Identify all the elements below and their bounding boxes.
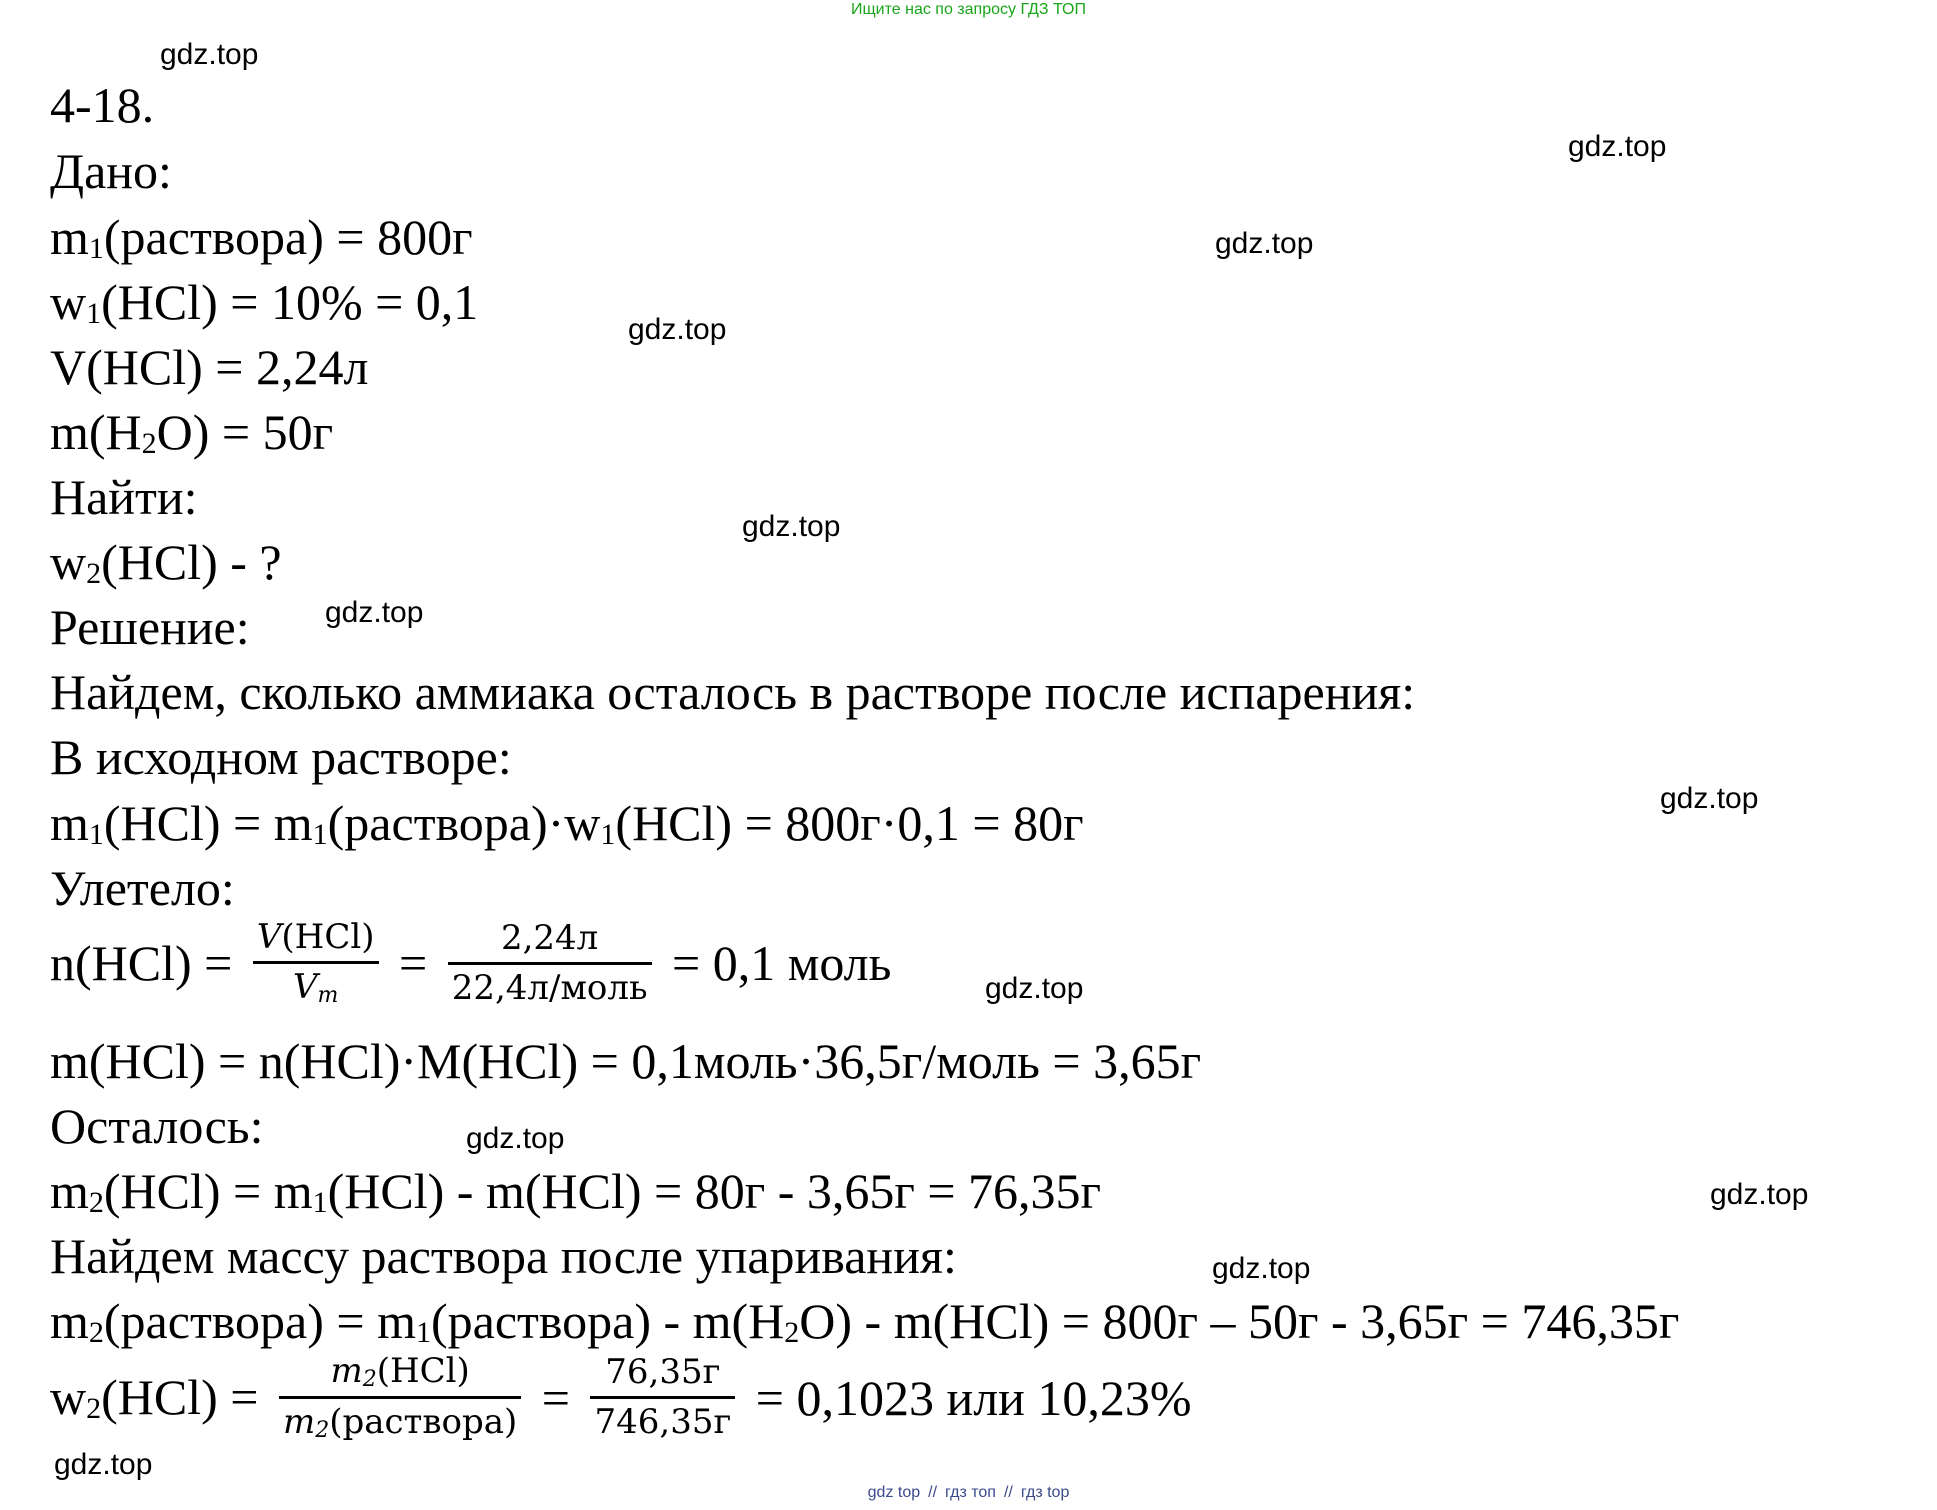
text: (раствора) = m [103, 1293, 416, 1349]
text: m [50, 1293, 89, 1349]
footer-link[interactable]: гдз top [1020, 1484, 1070, 1501]
text: w [50, 274, 87, 330]
equation-moles [50, 918, 891, 1008]
text: (HCl) = m [103, 795, 313, 851]
given-water-mass [50, 404, 334, 460]
text: (HCl) - m(HCl) = 80г - 3,65г = 76,35г [327, 1163, 1102, 1219]
text: m(H [50, 404, 142, 460]
watermark: gdz.top [325, 596, 424, 629]
watermark: gdz.top [466, 1122, 565, 1155]
text: m [282, 1402, 316, 1443]
problem-number: 4-18. [50, 77, 155, 133]
text: (HCl) [281, 917, 375, 957]
footer-separator: // [1003, 1484, 1013, 1501]
text [50, 1369, 258, 1425]
fraction [279, 1352, 521, 1444]
equation-mass-escaped: m(HCl) = n(HCl)·M(HCl) = 0,1моль·36,5г/моль = 3,65г [50, 1033, 1202, 1089]
text: (раствора) - m(H [431, 1293, 785, 1349]
step-text: Улетело: [50, 860, 235, 916]
find-label: Найти: [50, 469, 198, 525]
given-mass-solution [50, 209, 473, 265]
step-text: В исходном растворе: [50, 729, 512, 785]
text: w [50, 1368, 87, 1425]
fraction-numerator [253, 918, 379, 964]
text: = 0,1 моль [672, 935, 892, 992]
fraction-denominator: 746,35г [594, 1402, 732, 1443]
text: n(HCl) = [50, 935, 233, 992]
subscript: 1 [312, 818, 328, 851]
step-text: Найдем массу раствора после упаривания: [50, 1228, 957, 1284]
watermark: gdz.top [1215, 227, 1314, 260]
subscript: 2 [86, 1391, 102, 1425]
top-banner: Ищите нас по запросу ГДЗ ТОП [851, 1, 1086, 18]
subscript: 2 [86, 557, 102, 590]
fraction [253, 918, 379, 1008]
subscript: m [317, 983, 339, 1009]
text: (HCl) = 800г·0,1 = 80г [615, 795, 1084, 851]
text: (HCl) = [101, 1368, 259, 1425]
fraction-denominator [253, 964, 379, 1008]
text: (раствора) = 800г [103, 209, 473, 265]
subscript: 1 [88, 232, 104, 265]
subscript: 2 [141, 427, 157, 460]
subscript: 2 [315, 1418, 330, 1444]
text: m [50, 209, 89, 265]
text: w [50, 534, 87, 590]
subscript: 2 [362, 1367, 377, 1392]
footer-separator: // [928, 1484, 938, 1501]
text: V [292, 967, 318, 1008]
solution-label: Решение: [50, 599, 250, 655]
equation-solution-mass [50, 1293, 1680, 1349]
text: (HCl) = m [103, 1163, 313, 1219]
watermark: gdz.top [1710, 1178, 1809, 1211]
text: (HCl) - ? [101, 534, 282, 590]
step-text: Осталось: [50, 1098, 264, 1154]
text: m [330, 1351, 363, 1391]
given-mass-fraction [50, 274, 479, 330]
footer-links [0, 1484, 1937, 1502]
text: O) - m(HCl) = 800г – 50г - 3,65г = 746,35г [799, 1293, 1680, 1349]
watermark: gdz.top [160, 38, 259, 71]
text: = 0,1023 или 10,23% [755, 1369, 1192, 1426]
subscript: 2 [88, 1186, 104, 1219]
watermark: gdz.top [628, 313, 727, 346]
watermark: gdz.top [1660, 782, 1759, 815]
fraction [448, 919, 652, 1008]
fraction-numerator [279, 1352, 521, 1399]
text: m [50, 1163, 89, 1219]
subscript: 1 [600, 818, 616, 851]
given-label: Дано: [50, 143, 172, 199]
text: (HCl) = 10% = 0,1 [101, 274, 479, 330]
step-text: Найдем, сколько аммиака осталось в растворе после испарения: [50, 664, 1416, 720]
text: (раствора)·w [327, 795, 601, 851]
equation-final-fraction [50, 1352, 1192, 1444]
text: V [256, 917, 282, 957]
watermark: gdz.top [1568, 130, 1667, 163]
footer-link[interactable]: gdz top [867, 1484, 921, 1501]
text: O) = 50г [156, 404, 334, 460]
subscript: 1 [86, 297, 102, 330]
text: = [399, 935, 428, 992]
fraction-denominator [279, 1399, 521, 1443]
fraction-denominator: 22,4л/моль [451, 967, 648, 1008]
equation-remaining-hcl [50, 1163, 1102, 1219]
subscript: 1 [312, 1186, 328, 1219]
fraction [590, 1353, 735, 1442]
subscript: 1 [88, 818, 104, 851]
watermark: gdz.top [1212, 1252, 1311, 1285]
footer-link[interactable]: гдз топ [945, 1484, 996, 1501]
subscript: 1 [416, 1316, 431, 1349]
watermark: gdz.top [54, 1448, 153, 1481]
subscript: 2 [88, 1316, 104, 1349]
equation-initial-hcl [50, 795, 1084, 851]
watermark: gdz.top [985, 972, 1084, 1005]
fraction-numerator: 76,35г [590, 1353, 735, 1399]
text: (раствора) [329, 1402, 518, 1443]
given-volume: V(HCl) = 2,24л [50, 339, 369, 395]
fraction-numerator: 2,24л [448, 919, 652, 965]
text: (HCl) [376, 1351, 470, 1391]
text: = [541, 1369, 570, 1426]
watermark: gdz.top [742, 510, 841, 543]
find-target [50, 534, 282, 590]
subscript: 2 [784, 1316, 800, 1349]
text: m [50, 795, 89, 851]
